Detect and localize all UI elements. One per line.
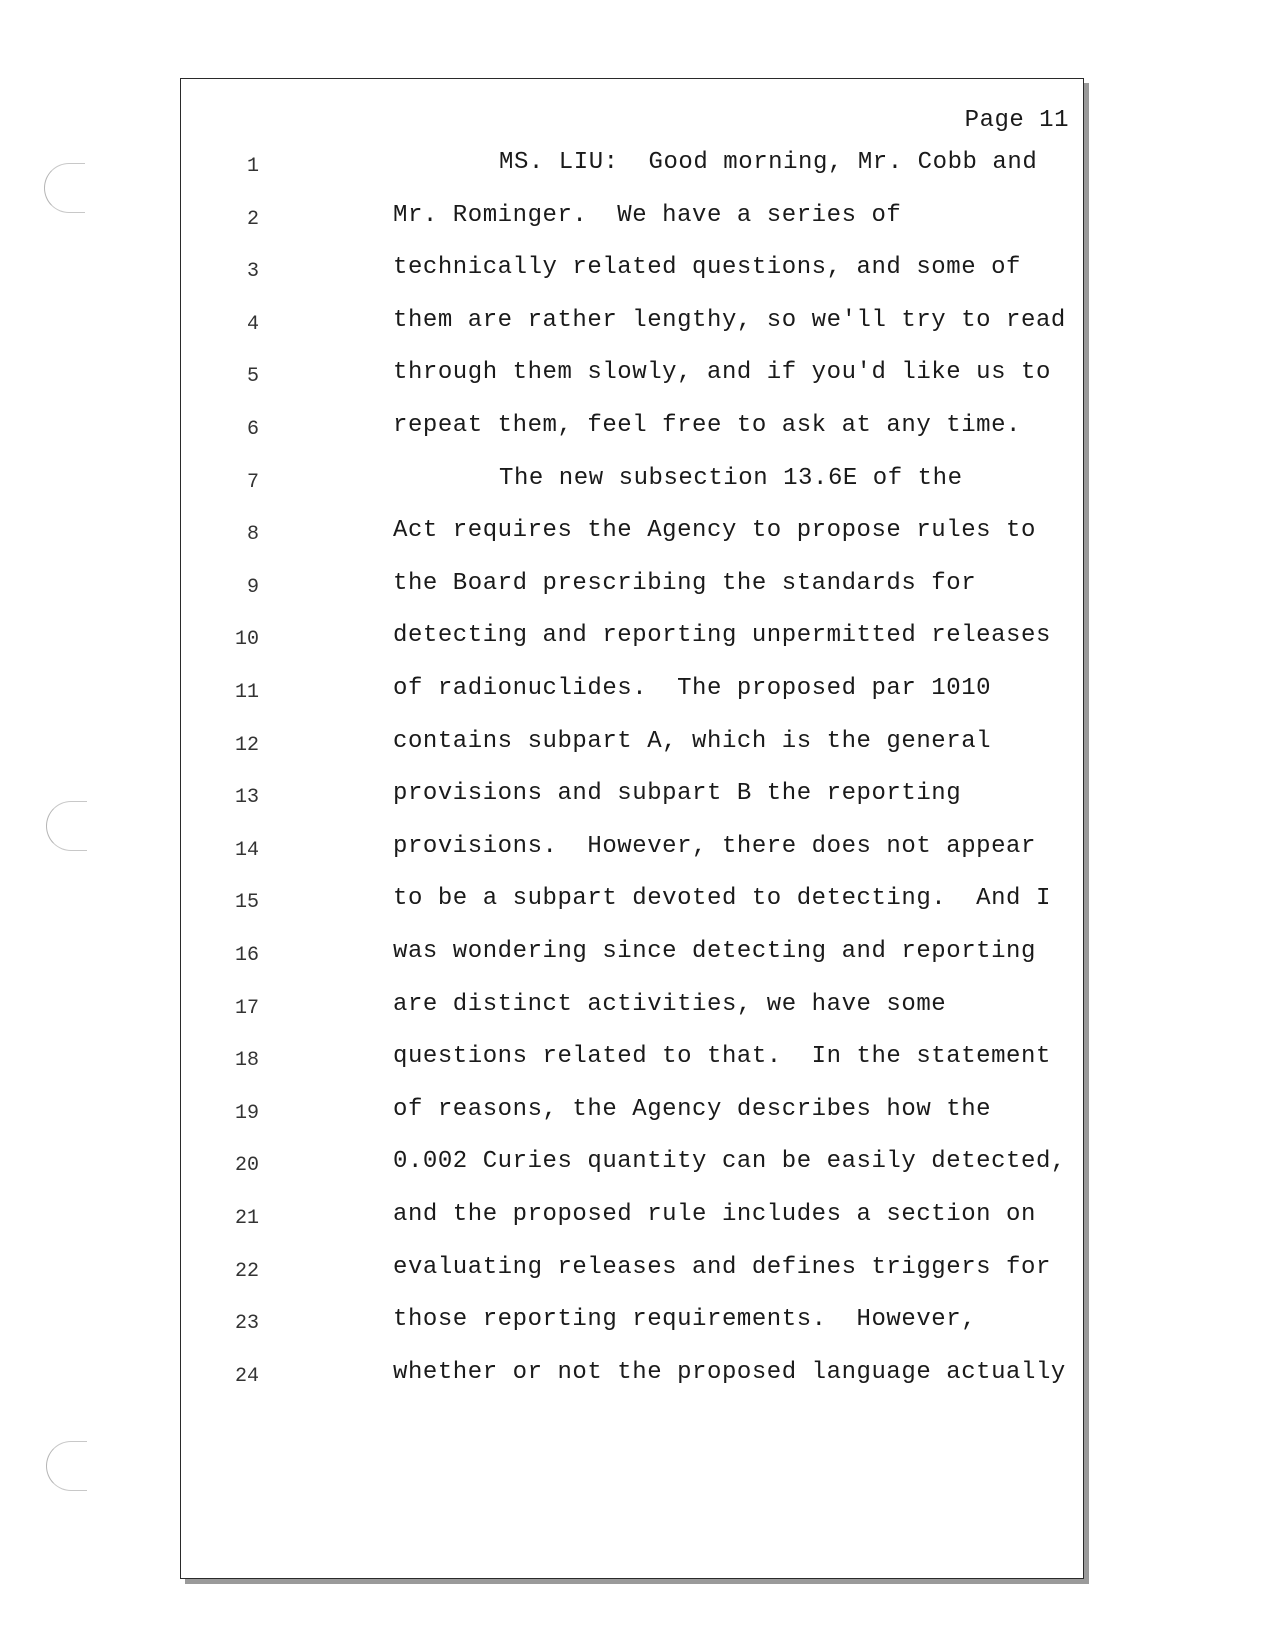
line-text: Mr. Rominger. We have a series of (393, 201, 902, 229)
line-text: questions related to that. In the statement (393, 1043, 1051, 1071)
transcript-line (181, 307, 1081, 347)
line-text: of radionuclides. The proposed par 1010 (393, 675, 992, 702)
line-text: MS. LIU: Good morning, Mr. Cobb and (499, 149, 1038, 176)
line-number: 2 (246, 207, 259, 231)
line-number: 16 (234, 944, 259, 967)
transcript-line (181, 1148, 1081, 1188)
line-number: 22 (234, 1259, 259, 1283)
transcript-line (181, 359, 1081, 399)
transcript-line (181, 675, 1081, 715)
transcript-line (181, 465, 1081, 505)
line-text: technically related questions, and some of (393, 254, 1021, 282)
transcript-line (181, 1359, 1081, 1399)
line-text: through them slowly, and if you'd like us to (393, 359, 1051, 387)
transcript-line (181, 202, 1081, 242)
line-text: evaluating releases and defines triggers for (393, 1253, 1051, 1281)
line-text: those reporting requirements. However, (393, 1306, 977, 1334)
line-number: 21 (234, 1207, 259, 1230)
binder-hole-top (44, 163, 85, 213)
line-number: 12 (234, 733, 259, 757)
line-number: 15 (234, 891, 259, 915)
line-number: 17 (234, 996, 259, 1020)
line-text: repeat them, feel free to ask at any time. (393, 412, 1021, 439)
transcript-line (181, 885, 1081, 925)
line-number: 23 (234, 1312, 259, 1336)
line-text: was wondering since detecting and reporting (393, 938, 1036, 965)
transcript-line (181, 149, 1081, 189)
line-number: 24 (234, 1364, 259, 1388)
transcript-line (181, 938, 1081, 978)
line-number: 11 (234, 681, 259, 704)
binder-hole-middle (46, 801, 87, 851)
transcript-line (181, 1254, 1081, 1294)
transcript-line (181, 412, 1081, 452)
line-text: whether or not the proposed language actually (393, 1358, 1066, 1386)
transcript-line (181, 517, 1081, 557)
line-number: 1 (246, 155, 259, 178)
line-number: 9 (246, 575, 259, 599)
page-number-label: Page 11 (964, 107, 1069, 134)
line-text: are distinct activities, we have some (393, 990, 947, 1018)
line-text: them are rather lengthy, so we'll try to read (393, 306, 1066, 334)
line-number: 8 (246, 523, 259, 547)
transcript-line (181, 1096, 1081, 1136)
line-text: 0.002 Curies quantity can be easily detected, (393, 1148, 1066, 1176)
transcript-line (181, 254, 1081, 294)
line-number: 14 (234, 838, 259, 862)
line-number: 6 (246, 418, 259, 441)
binder-hole-bottom (46, 1441, 87, 1491)
line-number: 10 (234, 628, 259, 652)
line-text: provisions. However, there does not appear (393, 832, 1036, 860)
line-text: and the proposed rule includes a section on (393, 1201, 1036, 1228)
transcript-line (181, 1306, 1081, 1346)
line-number: 13 (234, 786, 259, 810)
line-text: provisions and subpart B the reporting (393, 780, 962, 808)
line-number: 5 (246, 365, 259, 389)
line-text: contains subpart A, which is the general (393, 727, 992, 755)
line-number: 19 (234, 1101, 259, 1125)
transcript-line (181, 991, 1081, 1031)
transcript-line (181, 622, 1081, 662)
transcript-line (181, 570, 1081, 610)
transcript-line (181, 833, 1081, 873)
transcript-page (180, 78, 1084, 1579)
line-number: 7 (246, 470, 259, 494)
line-text: to be a subpart devoted to detecting. And I (393, 885, 1051, 913)
line-number: 4 (246, 312, 259, 336)
transcript-line (181, 1043, 1081, 1083)
line-text: detecting and reporting unpermitted releases (393, 622, 1051, 650)
line-number: 3 (246, 260, 259, 284)
line-number: 20 (234, 1154, 259, 1178)
line-text: Act requires the Agency to propose rules to (393, 517, 1036, 545)
transcript-line (181, 1201, 1081, 1241)
transcript-line (181, 780, 1081, 820)
line-text: The new subsection 13.6E of the (499, 464, 963, 492)
line-number: 18 (234, 1049, 259, 1073)
transcript-line (181, 728, 1081, 768)
line-text: the Board prescribing the standards for (393, 569, 977, 597)
line-text: of reasons, the Agency describes how the (393, 1095, 992, 1123)
